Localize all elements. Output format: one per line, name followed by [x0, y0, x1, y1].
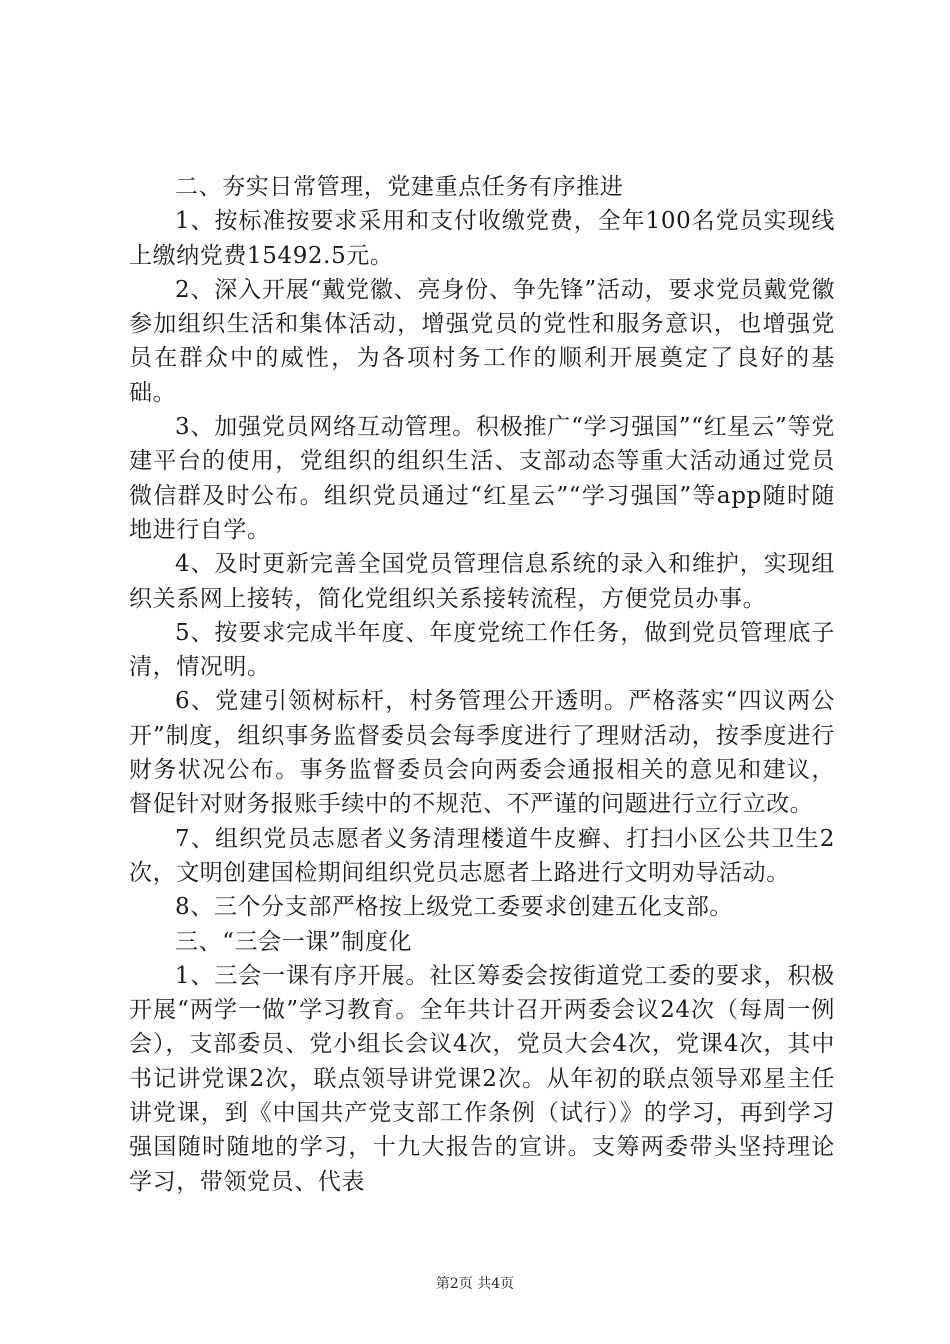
- section-heading-2: 二、夯实日常管理，党建重点任务有序推进: [175, 174, 624, 200]
- paragraph-item-1: 1、按标准按要求采用和支付收缴党费，全年100名党员实现线上缴纳党费15492.5元。: [129, 208, 835, 269]
- paragraph-item-6: 6、党建引领树标杆，村务管理公开透明。严格落实“四议两公开”制度，组织事务监督委员会每季度进行了理财活动，按季度进行财务状况公布。事务监督委员会向两委会通报相关的意见和建议，督促针对财务报账手续中的不规范、不严谨的问题进行立行立改。: [129, 688, 835, 818]
- page-number-footer: 第2页 共4页: [435, 1276, 515, 1292]
- section-heading-3: 三、“三会一课”制度化: [175, 928, 413, 955]
- paragraph-item-3-1: 1、三会一课有序开展。社区筹委会按街道党工委的要求，积极开展“两学一做”学习教育。全年共计召开两委会议24次（每周一例会），支部委员、党小组长会议4次，党员大会4次，党课4次，其中书记讲党课2次，联点领导讲党课2次。从年初的联点领导邓星主任讲党课，到《中国共产党支部工作条例（试行）》的学习，再到学习强国随时随地的学习，十九大报告的宣讲。支筹两委带头坚持理论学习，带领党员、代表: [129, 962, 835, 1195]
- paragraph-item-8: 8、三个分支部严格按上级党工委要求创建五化支部。: [175, 894, 734, 921]
- document-body: [129, 170, 835, 1199]
- paragraph-item-2: 2、深入开展“戴党徽、亮身份、争先锋”活动，要求党员戴党徽参加组织生活和集体活动，增强党员的党性和服务意识，也增强党员在群众中的威性，为各项村务工作的顺利开展奠定了良好的基础。: [129, 276, 835, 406]
- paragraph-item-3: 3、加强党员网络互动管理。积极推广“学习强国”“红星云”等党建平台的使用，党组织的组织生活、支部动态等重大活动通过党员微信群及时公布。组织党员通过“红星云”“学习强国”等app随时随地进行自学。: [129, 414, 835, 543]
- paragraph-item-7: 7、组织党员志愿者义务清理楼道牛皮癣、打扫小区公共卫生2次，文明创建国检期间组织党员志愿者上路进行文明劝导活动。: [129, 825, 835, 886]
- paragraph-item-4: 4、及时更新完善全国党员管理信息系统的录入和维护，实现组织关系网上接转，简化党组织关系接转流程，方便党员办事。: [129, 551, 835, 612]
- paragraph-item-5: 5、按要求完成半年度、年度党统工作任务，做到党员管理底子清，情况明。: [129, 619, 835, 681]
